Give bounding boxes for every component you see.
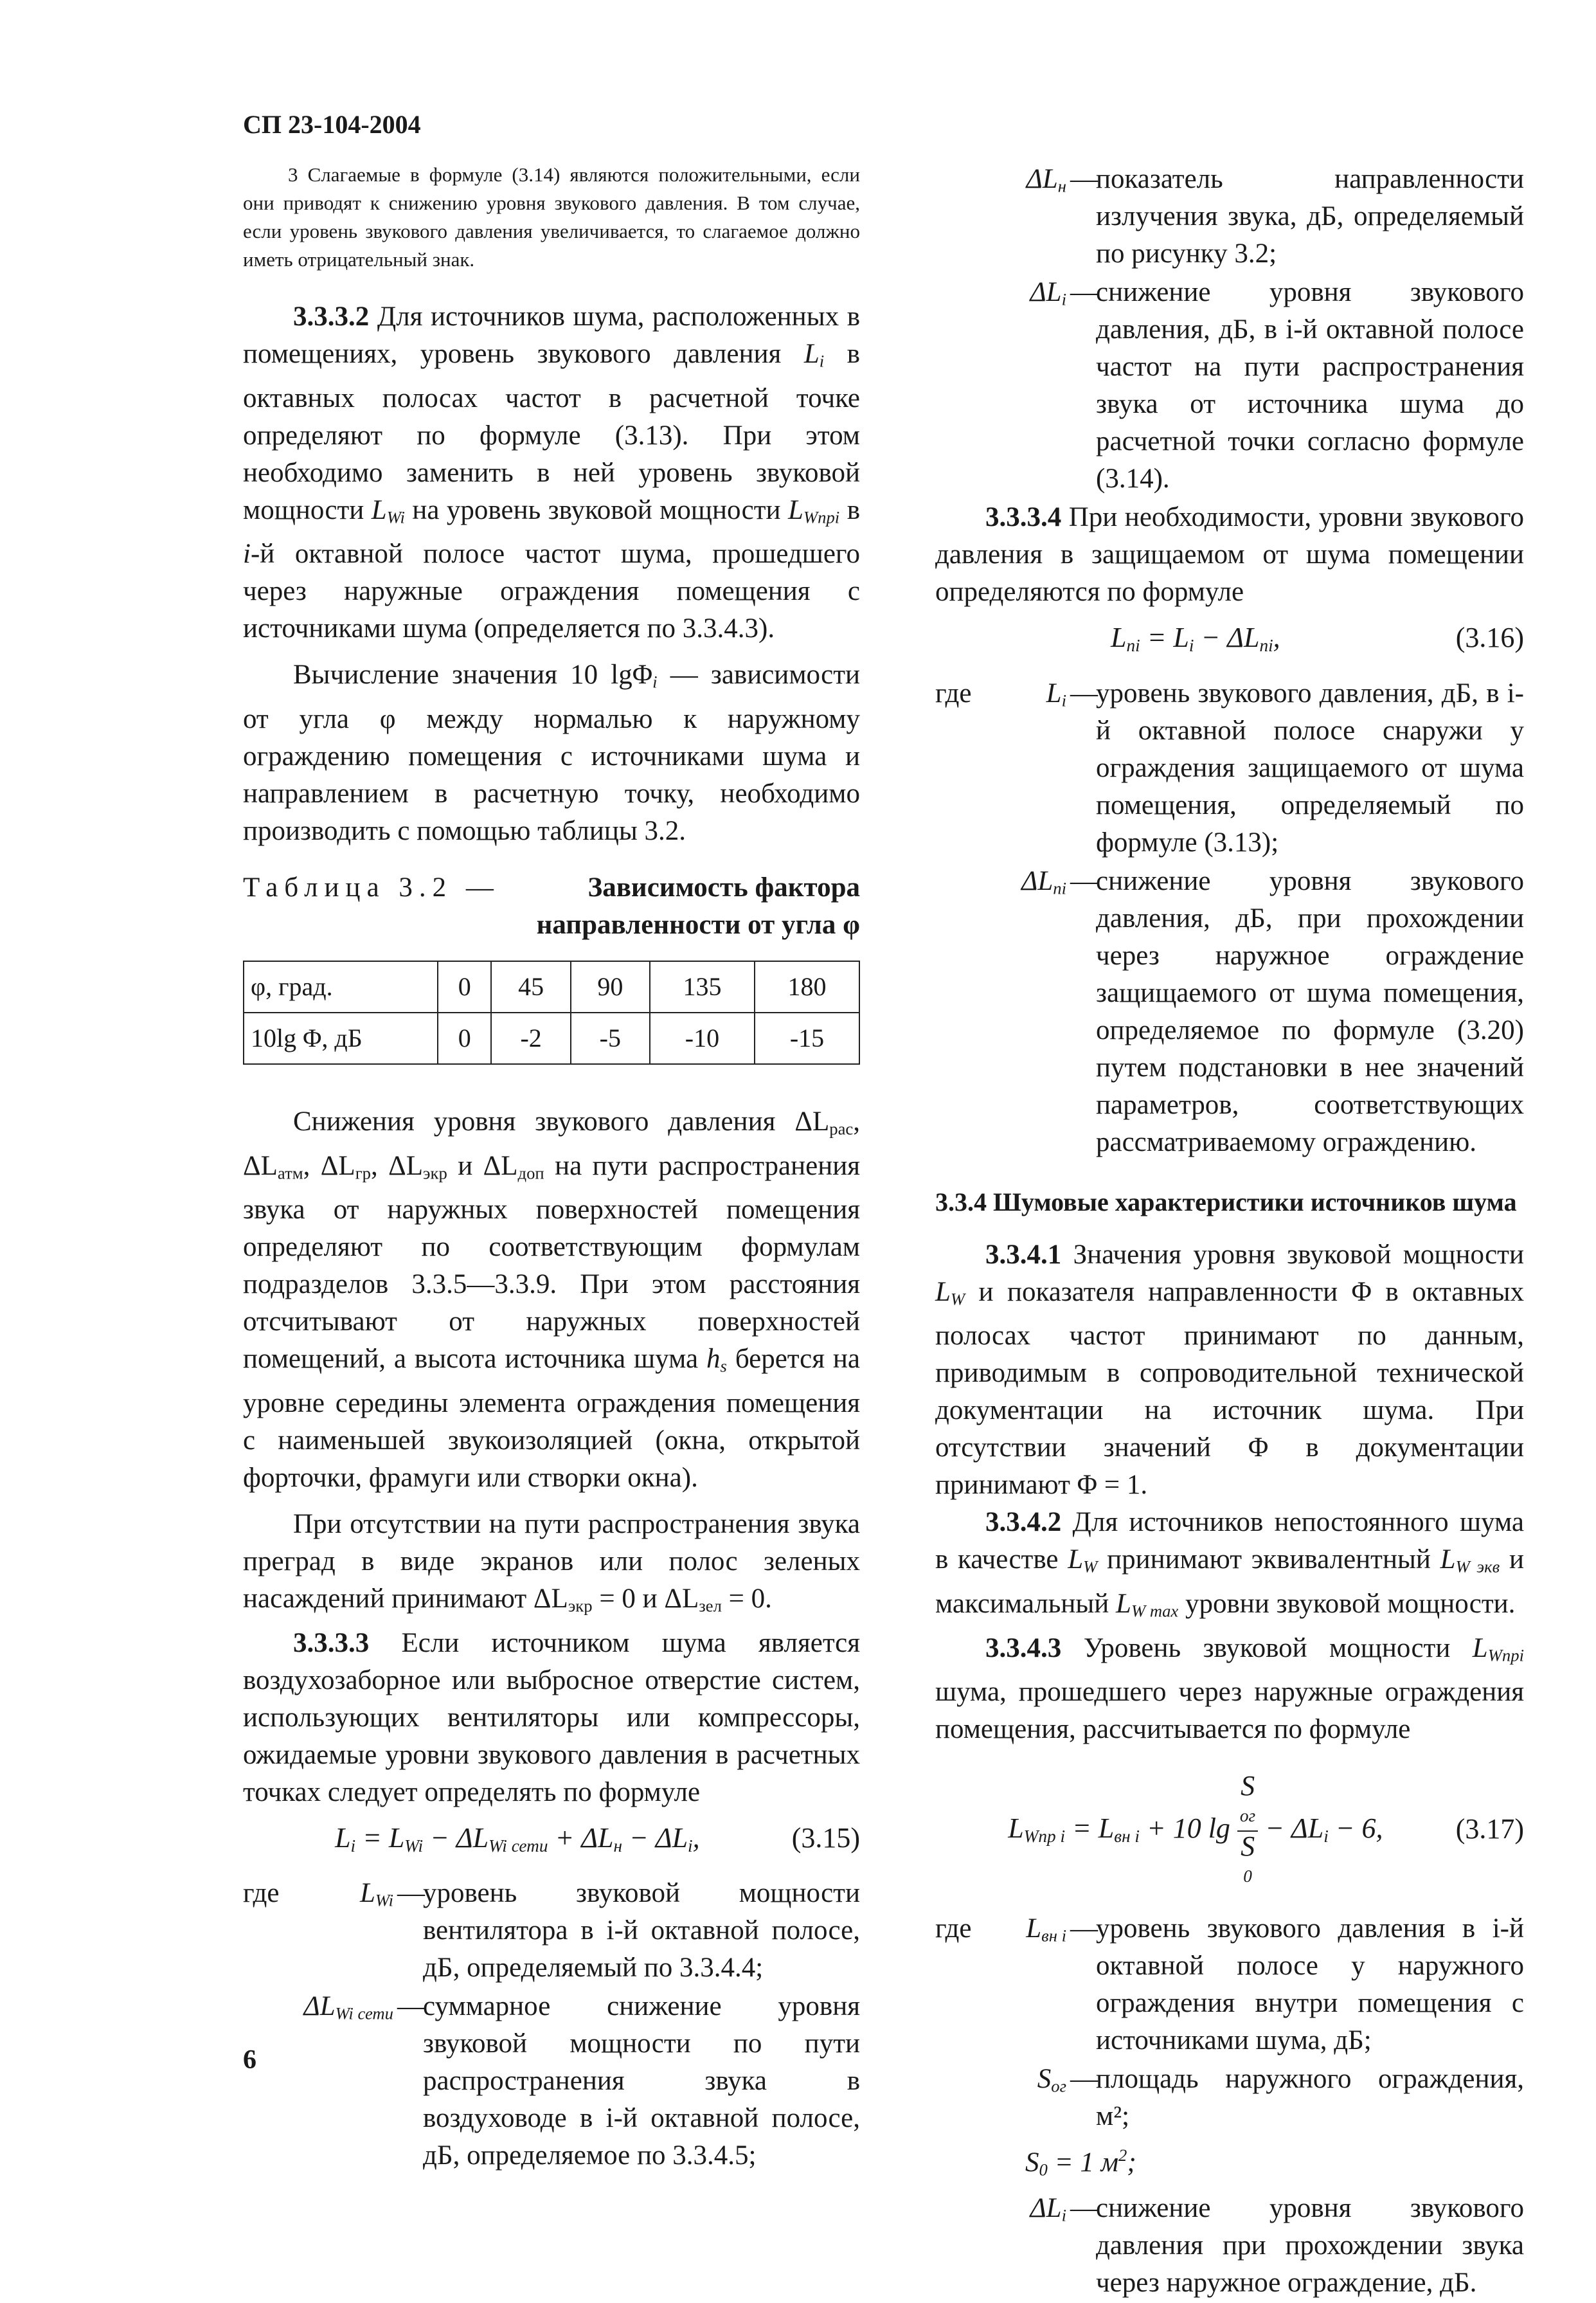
paragraph-3-3-4-1: 3.3.4.1 Значения уровня звуковой мощности $L_W$ и показателя направленности Φ в октавных полосах частот принимают по данным, приводимым в сопроводительной технической документации на источник шума. При отсутствии значений Φ в документации принимают Φ = 1. bbox=[935, 1239, 1524, 1501]
paragraph-3-3-3-2: 3.3.3.2 Для источников шума, расположенных в помещениях, уровень звукового давления $L_i$ в октавных полосах частот в расчетной точке определяют по формуле (3.13). При этом необходимо заменить в ней уровень звуковой мощности $L_{Wi}$ на уровень звуковой мощности $L_{Wпрi}$ в i-й октавной полосе частот шума, прошедшего через наружные ограждения помещения с источниками шума (определяется по 3.3.4.3). bbox=[243, 302, 861, 644]
formula-3-16: $L_{ni} = L_i - \Delta L_{ni}$, (3.16) bbox=[1111, 622, 1524, 655]
paragraph-3-3-3-3: 3.3.3.3 Если источником шума является воздухозаборное или выбросное отверстие систем, использующих вентиляторы или компрессоры, ожидаемые уровни звукового давления в расчетных точках следует определять по формуле bbox=[243, 1627, 860, 1807]
paragraph-3-3-4-3: 3.3.4.3 Уровень звуковой мощности $L_{Wпрi}$ шума, прошедшего через наружные ограждения помещения, рассчитывается по формуле bbox=[935, 1632, 1524, 1745]
table-row: φ, град. 0 45 90 135 180 bbox=[244, 961, 859, 1013]
section-heading-3-3-4: 3.3.4 Шумовые характеристики источников шума bbox=[935, 1187, 1517, 1216]
right-column bbox=[935, 161, 1524, 2303]
formula-3-15: $L_i = L_{Wi} - \Delta L_{Wi сети} + \Delta L_н - \Delta L_i$, (3.15) bbox=[335, 1821, 860, 1856]
table-caption: Таблица 3.2 — Зависимость фактора направленности от угла φ bbox=[243, 872, 860, 940]
note-3: 3 Слагаемые в формуле (3.14) являются положительными, если они приводят к снижению уровня звукового давления. В том случае, если уровень звукового давления увеличивается, то слагаемое должно иметь отрицательный знак. bbox=[243, 163, 860, 271]
page-number: 6 bbox=[243, 2045, 256, 2075]
document-header: СП 23-104-2004 bbox=[243, 110, 421, 139]
paragraph-reductions: Снижения уровня звукового давления $\Delta L_{рас}$, $\Delta L_{атм}$, $\Delta L_{гр}$, $\Delta L_{экр}$ и $\Delta L_{доп}$ на пути распространения звука от наружных поверхностей помещения определяют по соответствующим формулам подразделов 3.3.5—3.3.9. При этом расстояния отсчитывают от наружных поверхностей помещений, а высота источника шума $h_s$ берется на уровне середины элемента ограждения помещения с наименьшей звукоизоляцией (окна, открытой форточки, фрамуги или створки окна). bbox=[243, 1106, 861, 1493]
table-row: 10lg Φ, дБ 0 -2 -5 -10 -15 bbox=[244, 1013, 859, 1064]
definition-lwi: где $L_{Wi}$ — уровень звуковой мощности вентилятора в i-й октавной полосе, дБ, определяемый по 3.3.4.4; bbox=[243, 1878, 860, 1983]
left-column bbox=[243, 161, 860, 2176]
paragraph-3-3-4-2: 3.3.4.2 Для источников непостоянного шума в качестве $L_W$ принимают эквивалентный $L_{W экв}$ и максимальный $L_{W max}$ уровни звуковой мощности. bbox=[935, 1507, 1524, 1621]
definition-sog: $S_{ог}$ — площадь наружного ограждения, м²; bbox=[1037, 2064, 1524, 2132]
definition-lvni: где $L_{вн i}$ — уровень звукового давления в i-й октавной полосе у наружного ограждения внутри помещения с источниками шума, дБ; bbox=[935, 1913, 1524, 2056]
table-3-2 bbox=[243, 961, 860, 1065]
definition-s0: $S_0 = 1$ $м^2$; bbox=[1025, 2145, 1136, 2180]
definition-dlwi-seti: $\Delta L_{Wi сети}$ — суммарное снижение уровня звуковой мощности по пути распространения звука в воздуховоде в i-й октавной полосе, дБ, определяемое по 3.3.4.5; bbox=[303, 1991, 860, 2171]
definition-li: где $L_i$ — уровень звукового давления, дБ, в i-й октавной полосе снаружи у ограждения защищаемого от шума помещения, определяемый по формуле (3.13); bbox=[935, 678, 1524, 858]
definition-dlni: $\Delta L_{ni}$ — снижение уровня звукового давления, дБ, при прохождении через наружное ограждение защищаемого от шума помещения, определяемое по формуле (3.20) путем подстановки в нее значений параметров, соответствующих рассматриваемому ограждению. bbox=[1021, 865, 1524, 1157]
definition-dln: $\Delta L_н$ — показатель направленности излучения звука, дБ, определяемый по рисунку 3.2; bbox=[1026, 164, 1524, 269]
paragraph-3-3-3-4: 3.3.3.4 При необходимости, уровни звукового давления в защищаемом от шума помещении определяются по формуле bbox=[935, 502, 1524, 607]
definition-dli: $\Delta L_i$ — снижение уровня звукового давления, дБ, в i-й октавной полосе частот на пути распространения звука от источника шума до расчетной точки согласно формуле (3.14). bbox=[1030, 277, 1524, 494]
formula-3-17: $L_{Wпр i} = L_{вн i} + 10$ lg S ог S 0 − $\Delta L_i - 6$, (3.17) bbox=[1008, 1770, 1524, 1886]
definition-dli-2: $\Delta L_i$ — снижение уровня звукового давления при прохождении звука через наружное ограждение, дБ. bbox=[1030, 2193, 1524, 2298]
paragraph-phi: Вычисление значения 10 lgΦ$_i$ — зависимости от угла φ между нормалью к наружному ограждению помещения с источниками шума и направлением в расчетную точку, необходимо производить с помощью таблицы 3.2. bbox=[243, 660, 860, 846]
paragraph-absence: При отсутствии на пути распространения звука преград в виде экранов или полос зеленых насаждений принимают $\Delta L_{экр} = 0$ и $\Delta L_{зел} = 0$. bbox=[243, 1508, 860, 1616]
